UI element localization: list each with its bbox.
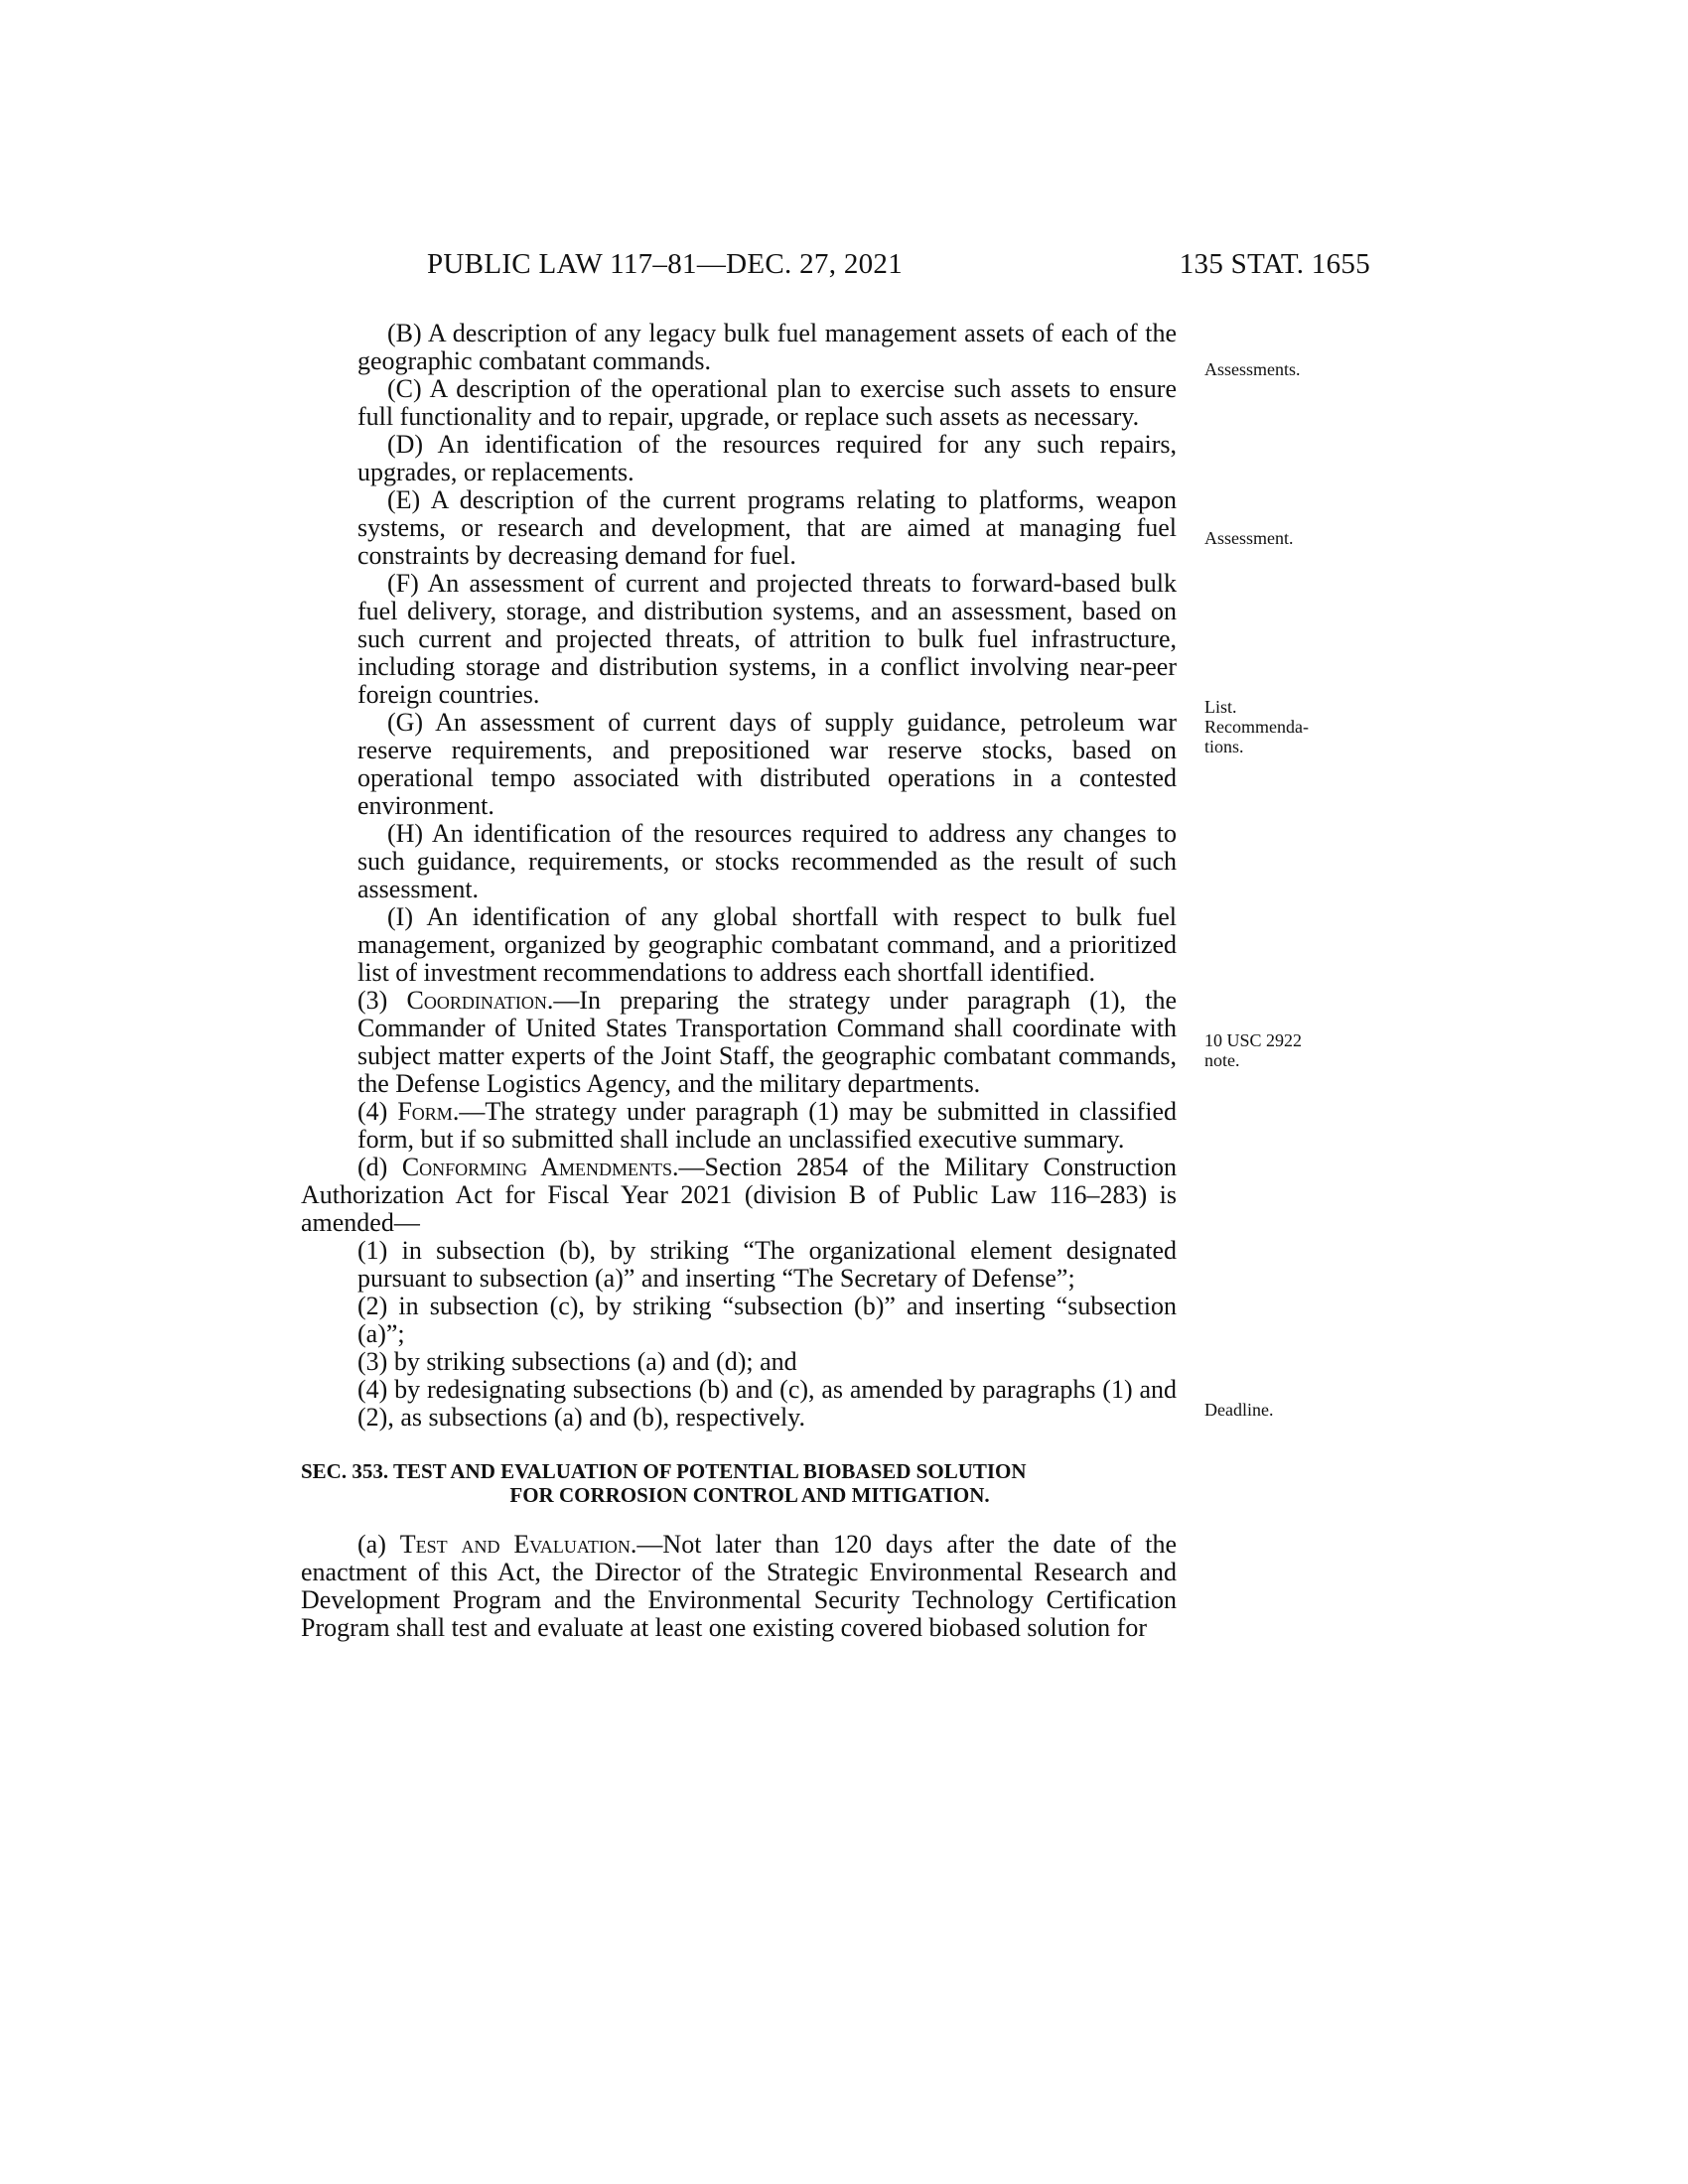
paragraph-e: (E) A description of the current programs relating to platforms, weapon systems, or research and development, that are aimed at managing fuel constraints by decreasing demand for fuel. <box>357 485 1177 570</box>
statute-page-number: 135 STAT. 1655 <box>1179 248 1370 280</box>
subsection-a-heading: Test and Evaluation. <box>399 1530 637 1559</box>
paragraph-3-text: —In preparing the strategy under paragraph (1), the Commander of United States Transportation Command shall coordinate with subject matter experts of the Joint Staff, the geographic combatant commands, the Defense Logistics Agency, and the military departments. <box>357 986 1177 1098</box>
section-353-heading <box>301 1459 1177 1507</box>
margin-note-list-recommendations: List. Recommenda- tions. <box>1204 697 1309 756</box>
paragraph-3-coordination <box>301 987 1177 1098</box>
paragraph-4-text: —The strategy under paragraph (1) may be submitted in classified form, but if so submitted shall include an unclassified executive summary. <box>357 1097 1177 1154</box>
paragraph-b: (B) A description of any legacy bulk fuel management assets of each of the geographic combatant commands. <box>357 319 1177 375</box>
amendment-3: (3) by striking subsections (a) and (d); and <box>357 1347 797 1376</box>
subsection-d-number: (d) <box>357 1153 402 1181</box>
paragraph-3-heading: Coordination. <box>406 986 554 1015</box>
running-header <box>427 248 1370 288</box>
amendment-4: (4) by redesignating subsections (b) and (c), as amended by paragraphs (1) and (2), as subsections (a) and (b), respectively. <box>357 1375 1177 1432</box>
subsection-d-heading: Conforming Amendments. <box>401 1153 679 1181</box>
margin-note-usc-citation: 10 USC 2922 note. <box>1204 1030 1303 1070</box>
paragraph-f: (F) An assessment of current and projected threats to forward-based bulk fuel delivery, storage, and distribution systems, and an assessment, based on such current and projected threats, of attrition to bulk fuel infrastructure, including storage and distribution systems, in a conflict involving near-peer foreign countries. <box>357 569 1177 709</box>
margin-note-assessments: Assessments. <box>1204 359 1301 379</box>
paragraph-i: (I) An identification of any global shortfall with respect to bulk fuel management, organized by geographic combatant command, and a prioritized list of investment recommendations to address each shortfall identified. <box>357 902 1177 987</box>
subsection-a-text: —Not later than 120 days after the date of the enactment of this Act, the Director of the Strategic Environmental Research and Development Program and the Environmental Security Technology Certification Program shall test and evaluate at least one existing covered biobased solution for <box>301 1530 1178 1642</box>
paragraph-4-number: (4) <box>357 1097 398 1126</box>
main-text-column <box>301 320 1177 1642</box>
public-law-citation: PUBLIC LAW 117–81—DEC. 27, 2021 <box>427 248 904 280</box>
amendment-1: (1) in subsection (b), by striking “The organizational element designated pursuant to subsection (a)” and inserting “The Secretary of Defense”; <box>357 1236 1177 1293</box>
paragraph-4-heading: Form. <box>397 1097 460 1126</box>
paragraph-h: (H) An identification of the resources required to address any changes to such guidance, requirements, or stocks recommended as the result of such assessment. <box>357 819 1177 903</box>
section-heading-line-1: SEC. 353. TEST AND EVALUATION OF POTENTIAL BIOBASED SOLUTION <box>301 1459 1027 1483</box>
paragraph-g: (G) An assessment of current days of supply guidance, petroleum war reserve requirements, and prepositioned war reserve stocks, based on operational tempo associated with distributed operations in a contested environment. <box>357 708 1177 820</box>
subsection-d-text: —Section 2854 of the Military Construction Authorization Act for Fiscal Year 2021 (division B of Public Law 116–283) is amended— <box>301 1153 1177 1237</box>
section-heading-line-2: FOR CORROSION CONTROL AND MITIGATION. <box>509 1483 990 1507</box>
amendment-2: (2) in subsection (c), by striking “subsection (b)” and inserting “subsection (a)”; <box>357 1292 1177 1348</box>
subsection-d-conforming-amendments <box>301 1154 1177 1237</box>
paragraph-d: (D) An identification of the resources required for any such repairs, upgrades, or replacements. <box>357 430 1177 486</box>
paragraph-c: (C) A description of the operational plan to exercise such assets to ensure full functionality and to repair, upgrade, or replace such assets as necessary. <box>357 374 1177 431</box>
margin-note-assessment: Assessment. <box>1204 528 1294 548</box>
margin-note-deadline: Deadline. <box>1204 1400 1274 1420</box>
paragraph-3-number: (3) <box>357 986 407 1015</box>
subsection-a-test-and-evaluation <box>301 1531 1177 1642</box>
subsection-a-number: (a) <box>357 1530 400 1559</box>
paragraph-4-form <box>301 1098 1177 1154</box>
